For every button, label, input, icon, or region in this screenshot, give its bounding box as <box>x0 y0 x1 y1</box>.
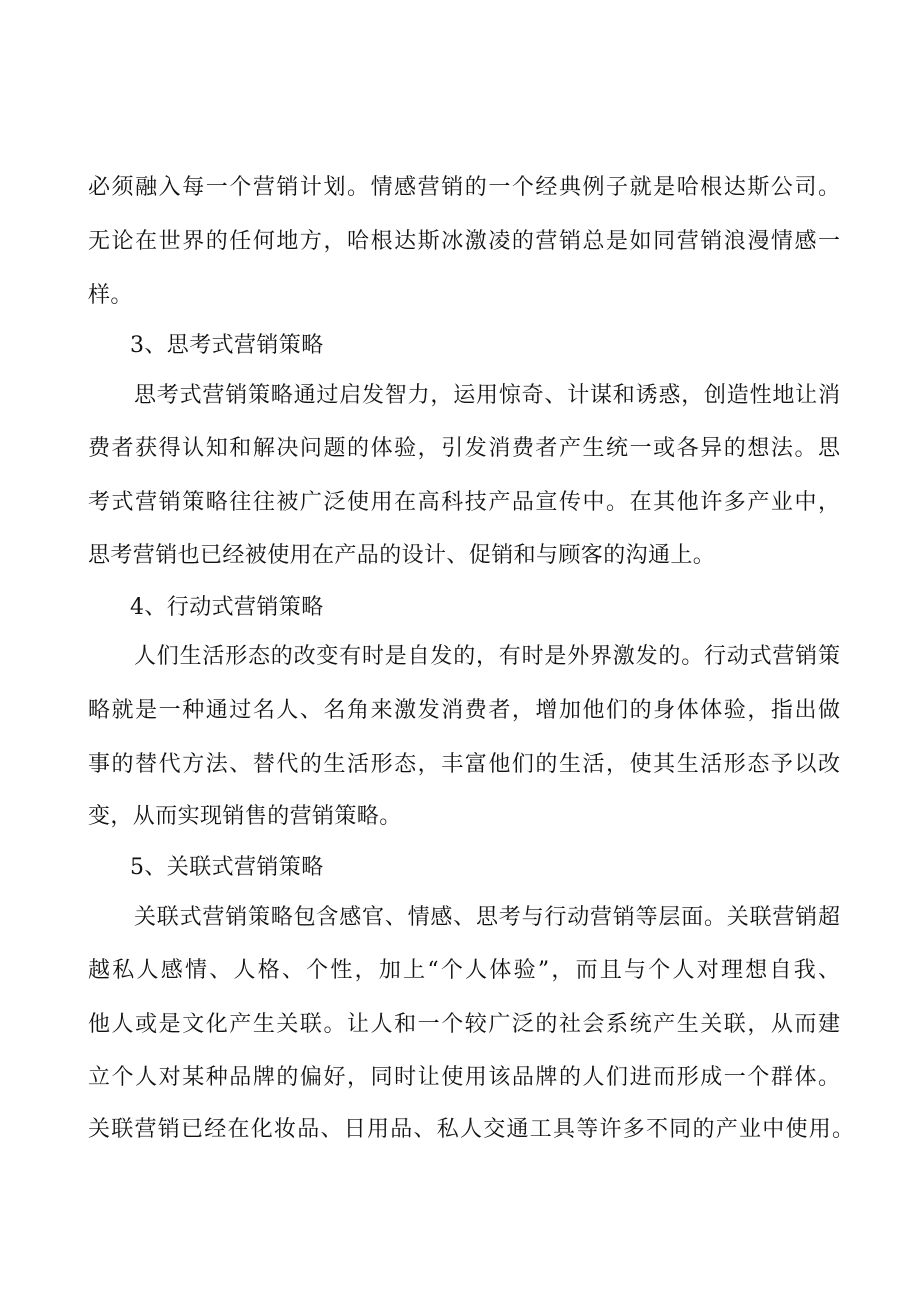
paragraph-line: 考式营销策略往往被广泛使用在高科技产品宣传中。在其他许多产业中， <box>88 490 840 515</box>
section-heading: 3、思考式营销策略 <box>130 333 324 358</box>
section-heading: 5、关联式营销策略 <box>130 855 324 880</box>
paragraph-line: 他人或是文化产生关联。让人和一个较广泛的社会系统产生关联，从而建 <box>88 1012 840 1037</box>
paragraph-line: 必须融入每一个营销计划。情感营销的一个经典例子就是哈根达斯公司。 <box>88 175 840 200</box>
paragraph-line: 事的替代方法、替代的生活形态，丰富他们的生活，使其生活形态予以改 <box>88 752 840 777</box>
paragraph-line: 变，从而实现销售的营销策略。 <box>88 804 402 829</box>
paragraph-line: 越私人感情、人格、个性，加上“个人体验”，而且与个人对理想自我、 <box>88 958 840 983</box>
section-heading: 4、行动式营销策略 <box>130 595 324 620</box>
paragraph-line: 样。 <box>88 283 133 308</box>
paragraph-line: 无论在世界的任何地方，哈根达斯冰激凌的营销总是如同营销浪漫情感一 <box>88 229 840 254</box>
paragraph-line: 思考营销也已经被使用在产品的设计、促销和与顾客的沟通上。 <box>88 543 716 568</box>
paragraph-line: 略就是一种通过名人、名角来激发消费者，增加他们的身体体验，指出做 <box>88 698 840 723</box>
paragraph-line: 思考式营销策略通过启发智力，运用惊奇、计谋和诱惑，创造性地让消 <box>134 383 840 408</box>
paragraph-line: 费者获得认知和解决问题的体验，引发消费者产生统一或各异的想法。思 <box>88 436 840 461</box>
paragraph-line: 立个人对某种品牌的偏好，同时让使用该品牌的人们进而形成一个群体。 <box>88 1065 840 1090</box>
paragraph-line: 人们生活形态的改变有时是自发的，有时是外界激发的。行动式营销策 <box>134 644 840 669</box>
paragraph-line: 关联营销已经在化妆品、日用品、私人交通工具等许多不同的产业中使用。 <box>88 1117 854 1142</box>
paragraph-line: 关联式营销策略包含感官、情感、思考与行动营销等层面。关联营销超 <box>134 905 840 930</box>
